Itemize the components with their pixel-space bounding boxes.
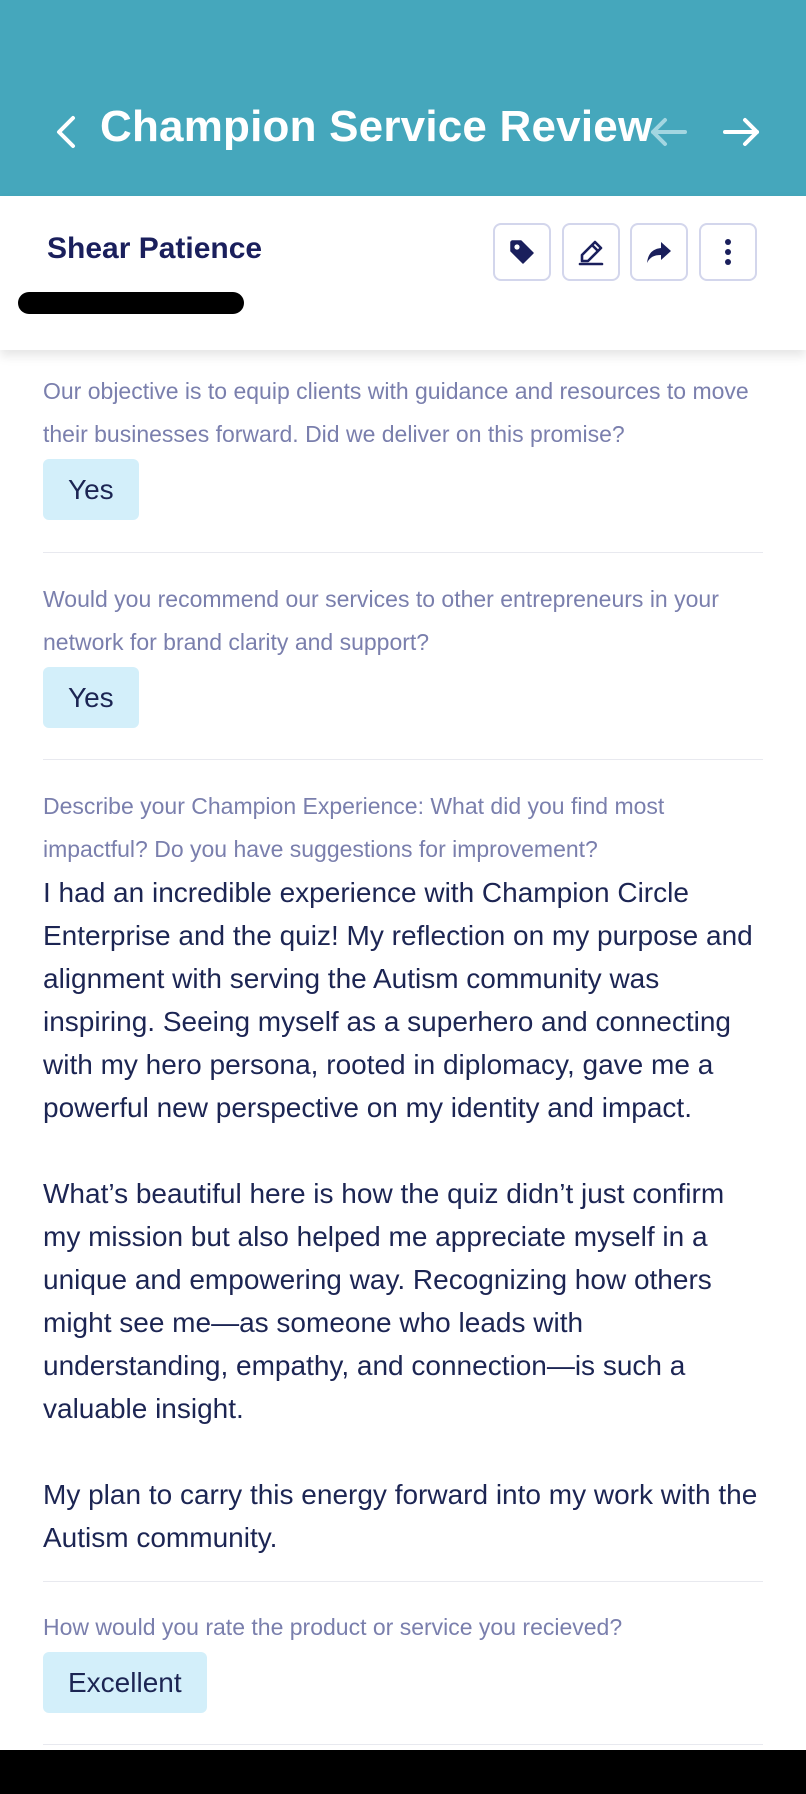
- previous-record-button[interactable]: [645, 108, 693, 156]
- pencil-icon: [577, 238, 605, 266]
- tag-button[interactable]: [493, 223, 551, 281]
- question-label: How would you rate the product or service you recieved?: [43, 1614, 623, 1640]
- answer-chip: Yes: [43, 459, 139, 520]
- question-label: Describe your Champion Experience: What did you find most impactful? Do you have suggestions for improvement?: [43, 793, 665, 862]
- divider: [43, 1581, 763, 1582]
- edit-button[interactable]: [562, 223, 620, 281]
- contact-name: Shear Patience: [47, 232, 263, 265]
- answer-text: I had an incredible experience with Champion Circle Enterprise and the quiz! My reflection on my purpose and alignment with serving the Autism community was inspiring. Seeing myself as a superhero and connecting with my hero persona, rooted in diplomacy, gave me a powerful new perspective on my identity and impact. What’s beautiful here is how the quiz didn’t just confirm my mission but also helped me appreciate myself in a unique and empowering way. Recognizing how others might see me—as someone who leads with understanding, empathy, and connection—is such a valuable insight. My plan to carry this energy forward into my work with the Autism community.: [43, 877, 758, 1553]
- more-options-button[interactable]: [699, 223, 757, 281]
- share-icon: [645, 239, 673, 265]
- system-navigation-bar: [0, 1750, 806, 1794]
- question-label: Would you recommend our services to other entrepreneurs in your network for brand clarity and support?: [43, 586, 719, 655]
- arrow-left-icon: [649, 117, 689, 147]
- redacted-contact-detail: [18, 292, 244, 314]
- divider: [43, 552, 763, 553]
- response-item: [43, 1606, 763, 1713]
- answer-chip: Excellent: [43, 1652, 207, 1713]
- question-label: Our objective is to equip clients with guidance and resources to move their businesses forward. Did we deliver on this promise?: [43, 378, 749, 447]
- answer-chip: Yes: [43, 667, 139, 728]
- divider: [43, 759, 763, 760]
- response-item: [43, 785, 763, 1559]
- share-button[interactable]: [630, 223, 688, 281]
- app-bar: [0, 0, 806, 196]
- response-item: [43, 370, 763, 520]
- next-record-button[interactable]: [717, 108, 765, 156]
- contact-header: [0, 196, 806, 350]
- back-button[interactable]: [46, 108, 86, 156]
- chevron-left-icon: [55, 115, 77, 149]
- arrow-right-icon: [721, 117, 761, 147]
- response-item: [43, 578, 763, 728]
- page-title: Champion Service Review: [100, 102, 653, 151]
- more-vertical-icon: [723, 237, 733, 267]
- tag-icon: [508, 238, 536, 266]
- divider: [43, 1744, 763, 1745]
